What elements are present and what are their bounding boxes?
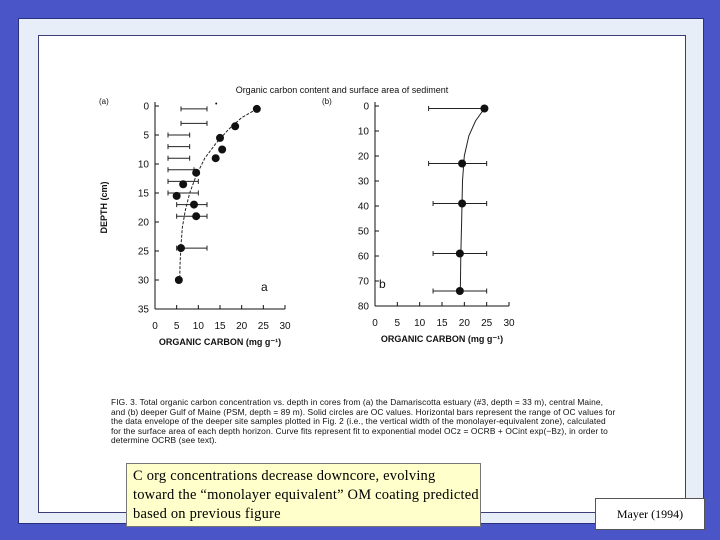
y-tick-label: 30 bbox=[137, 275, 149, 287]
figure-caption: FIG. 3. Total organic carbon concentration vs. depth in cores from (a) the Damariscotta estuary (#3, depth = 33 m), central Maine, and (b) deeper Gulf of Maine (PSM, depth = 89 m). Solid circles are OC values. Horizontal bars represent the range of OC values for the data envelope of the deeper site samples plotted in Fig. 2 (i.e., the vertical width of the monolayer-equivalent zone), calculated for the surface area of each depth horizon. Curve fits represent fit to exponential model OCz = OCRB + OCint exp(−Bz), in order to determine OCRB (see text). bbox=[111, 397, 616, 446]
x-tick-label: 25 bbox=[481, 318, 493, 329]
data-point bbox=[480, 105, 488, 113]
x-tick-label: 5 bbox=[394, 318, 401, 329]
y-tick-label: 15 bbox=[137, 188, 149, 200]
y-tick-label: 20 bbox=[357, 151, 369, 163]
title-mark: • bbox=[215, 101, 218, 108]
data-point bbox=[177, 244, 185, 252]
y-tick-label: 5 bbox=[143, 130, 149, 142]
x-tick-label: 25 bbox=[257, 321, 269, 332]
x-tick-label: 10 bbox=[192, 321, 204, 332]
y-tick-label: 60 bbox=[357, 251, 369, 263]
x-axis-label: ORGANIC CARBON (mg g⁻¹) bbox=[158, 337, 282, 347]
slide bbox=[18, 18, 704, 524]
data-point bbox=[192, 169, 200, 177]
slide-content bbox=[38, 35, 686, 522]
y-tick-label: 0 bbox=[143, 101, 149, 113]
x-tick-label: 20 bbox=[236, 321, 248, 332]
panel-b bbox=[322, 97, 515, 344]
figure bbox=[39, 36, 685, 396]
y-tick-label: 35 bbox=[137, 304, 149, 316]
x-tick-label: 10 bbox=[414, 318, 426, 329]
data-point bbox=[190, 201, 198, 209]
data-point bbox=[218, 146, 226, 154]
x-tick-label: 0 bbox=[372, 318, 378, 329]
y-tick-label: 70 bbox=[357, 276, 369, 288]
y-tick-label: 25 bbox=[137, 246, 149, 258]
y-tick-label: 80 bbox=[357, 301, 369, 313]
data-point bbox=[456, 287, 464, 295]
data-point bbox=[458, 160, 466, 168]
y-tick-label: 50 bbox=[357, 226, 369, 238]
x-tick-label: 15 bbox=[214, 321, 226, 332]
data-point bbox=[231, 122, 239, 130]
data-point bbox=[458, 200, 466, 208]
x-tick-label: 0 bbox=[152, 321, 158, 332]
panel-corner-label: a bbox=[261, 280, 268, 294]
y-axis-label: DEPTH (cm) bbox=[99, 181, 109, 234]
data-point bbox=[253, 105, 261, 113]
x-tick-label: 20 bbox=[458, 318, 470, 329]
y-tick-label: 10 bbox=[357, 126, 369, 138]
x-tick-label: 30 bbox=[279, 321, 291, 332]
x-axis-label: ORGANIC CARBON (mg g⁻¹) bbox=[380, 334, 504, 344]
figure-title: Organic carbon content and surface area of sediment bbox=[235, 85, 449, 95]
y-tick-label: 20 bbox=[137, 217, 149, 229]
data-point bbox=[179, 180, 187, 188]
y-tick-label: 30 bbox=[357, 176, 369, 188]
citation-text: Mayer (1994) bbox=[616, 507, 684, 521]
citation-box bbox=[595, 498, 705, 530]
data-point bbox=[456, 250, 464, 258]
y-tick-label: 10 bbox=[137, 159, 149, 171]
data-point bbox=[175, 276, 183, 284]
x-tick-label: 5 bbox=[173, 321, 180, 332]
data-point bbox=[173, 192, 181, 200]
callout-box bbox=[126, 463, 481, 527]
data-point bbox=[212, 154, 220, 162]
panel-label: (b) bbox=[322, 97, 332, 106]
data-point bbox=[216, 134, 224, 142]
y-tick-label: 40 bbox=[357, 201, 369, 213]
panel-corner-label: b bbox=[379, 277, 386, 291]
data-point bbox=[192, 212, 200, 220]
y-tick-label: 0 bbox=[363, 101, 369, 113]
x-tick-label: 15 bbox=[436, 318, 448, 329]
panel-a bbox=[99, 97, 291, 347]
x-tick-label: 30 bbox=[503, 318, 515, 329]
panel-label: (a) bbox=[99, 97, 109, 106]
callout-text: C org concentrations decrease downcore, evolving toward the “monolayer equivalent” OM coating predicted based on previous figure bbox=[133, 468, 479, 522]
